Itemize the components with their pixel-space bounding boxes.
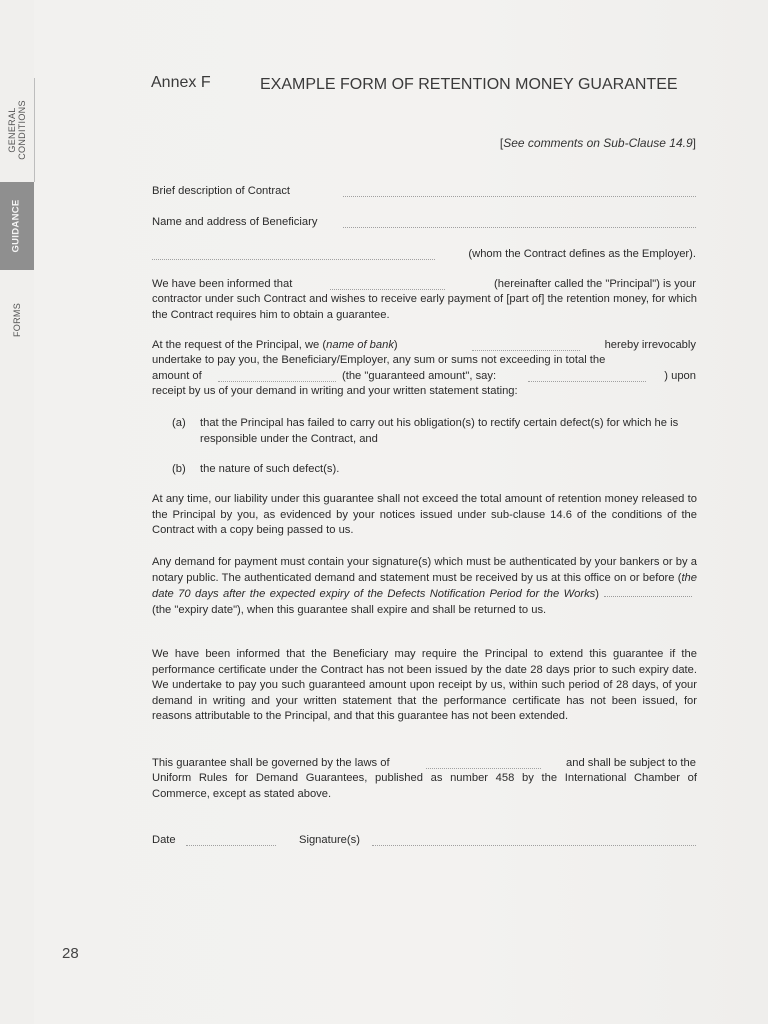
contract-description-label: Brief description of Contract — [152, 185, 291, 197]
side-tab-forms[interactable] — [0, 280, 34, 360]
page-number: 28 — [62, 945, 79, 962]
request-text-irrevocably: hereby irrevocably — [604, 339, 696, 351]
beneficiary-address-field[interactable] — [152, 259, 435, 260]
law-text-end: and shall be subject to the — [566, 757, 696, 769]
informed-text-start: We have been informed that — [152, 278, 293, 290]
request-text-amount-of: amount of — [152, 370, 202, 382]
page-title: EXAMPLE FORM OF RETENTION MONEY GUARANTEE — [260, 76, 678, 93]
request-text-upon: ) upon — [664, 370, 696, 382]
law-text-continued: Uniform Rules for Demand Guarantees, published as number 458 by the International Chamber of Commerce, except as stated above. — [152, 772, 697, 800]
signature-field[interactable] — [372, 845, 696, 846]
extension-paragraph: We have been informed that the Beneficiary may require the Principal to extend this guarantee if the performance certificate under the Contract has not been issued by the date 28 days prior to such expiry date. We undertake to pay you such guaranteed amount upon receipt by us, within such period of 28 days, of your demand in writing and your written statement that the performance certificate has not been issued, for reasons attributable to the Principal, and that this guarantee has not been extended. — [152, 648, 697, 723]
see-comments-text: See comments on Sub-Clause 14.9 — [503, 136, 693, 150]
beneficiary-label: Name and address of Beneficiary — [152, 216, 318, 228]
request-text-a: At the request of the Principal, we ( — [152, 339, 327, 351]
request-text-start — [152, 338, 398, 354]
informed-paragraph-continued: contractor under such Contract and wishes to receive early payment of [part of] the retention money, for which the Contract requires him to obtain a guarantee. — [152, 293, 697, 321]
side-tab-guidance[interactable] — [0, 182, 34, 270]
date-field[interactable] — [186, 845, 276, 846]
demand-date-placeholder: the date 70 days after the expected expiry of the Defects Notification Period for the Works — [152, 571, 697, 601]
side-tab-strip — [0, 0, 34, 1024]
liability-paragraph: At any time, our liability under this guarantee shall not exceed the total amount of retention money released to the Principal by you, as evidenced by your notices issued under sub-clause 14.6 of the conditions of the Contract with a copy being passed to us. — [152, 493, 697, 537]
list-item-b-label: (b) — [172, 463, 186, 475]
law-text-start: This guarantee shall be governed by the laws of — [152, 757, 390, 769]
informed-text-end: (hereinafter called the "Principal") is your — [494, 278, 696, 290]
see-comments-note — [500, 136, 696, 150]
side-tab-guidance-label: GUIDANCE — [11, 199, 23, 253]
request-text-b: ) — [393, 339, 398, 351]
list-item-a-label: (a) — [172, 417, 186, 429]
demand-paragraph — [152, 555, 697, 618]
employer-note: (whom the Contract defines as the Employer). — [468, 248, 696, 260]
see-comments-close-bracket: ] — [692, 136, 696, 150]
signature-label: Signature(s) — [299, 834, 360, 846]
side-tab-general-label: GENERAL CONDITIONS — [7, 100, 27, 160]
see-comments-open-bracket: [ — [499, 136, 504, 150]
request-text-undertake: undertake to pay you, the Beneficiary/Employer, any sum or sums not exceeding in total the — [152, 354, 606, 366]
demand-text-c: (the "expiry date"), when this guarantee shall expire and shall be returned to us. — [152, 603, 547, 616]
side-tab-general-conditions[interactable] — [0, 78, 35, 182]
contract-description-field[interactable] — [343, 196, 696, 197]
governing-law-field[interactable] — [426, 768, 541, 769]
request-text-receipt: receipt by us of your demand in writing and your written statement stating: — [152, 385, 518, 397]
demand-text-a: Any demand for payment must contain your signature(s) which must be authenticated by your bankers or by a notary public. The authenticated demand and statement must be received by us at this office on or before ( — [152, 556, 697, 584]
request-text-guaranteed-amount: (the "guaranteed amount", say: — [342, 370, 497, 382]
annex-label: Annex F — [151, 74, 211, 91]
list-item-a-text: that the Principal has failed to carry out his obligation(s) to rectify certain defect(s) for which he is responsible under the Contract, and — [200, 417, 679, 445]
amount-in-words-field[interactable] — [528, 381, 646, 382]
demand-text-b: ) — [595, 588, 599, 601]
amount-field[interactable] — [218, 381, 336, 382]
date-label: Date — [152, 834, 176, 846]
principal-name-field[interactable] — [330, 289, 445, 290]
bank-name-field[interactable] — [472, 350, 580, 351]
list-item-b-text: the nature of such defect(s). — [200, 463, 340, 475]
side-tab-forms-label: FORMS — [12, 303, 22, 337]
beneficiary-field[interactable] — [343, 227, 696, 228]
expiry-date-field[interactable] — [604, 586, 692, 597]
request-bank-placeholder: name of bank — [326, 339, 394, 351]
